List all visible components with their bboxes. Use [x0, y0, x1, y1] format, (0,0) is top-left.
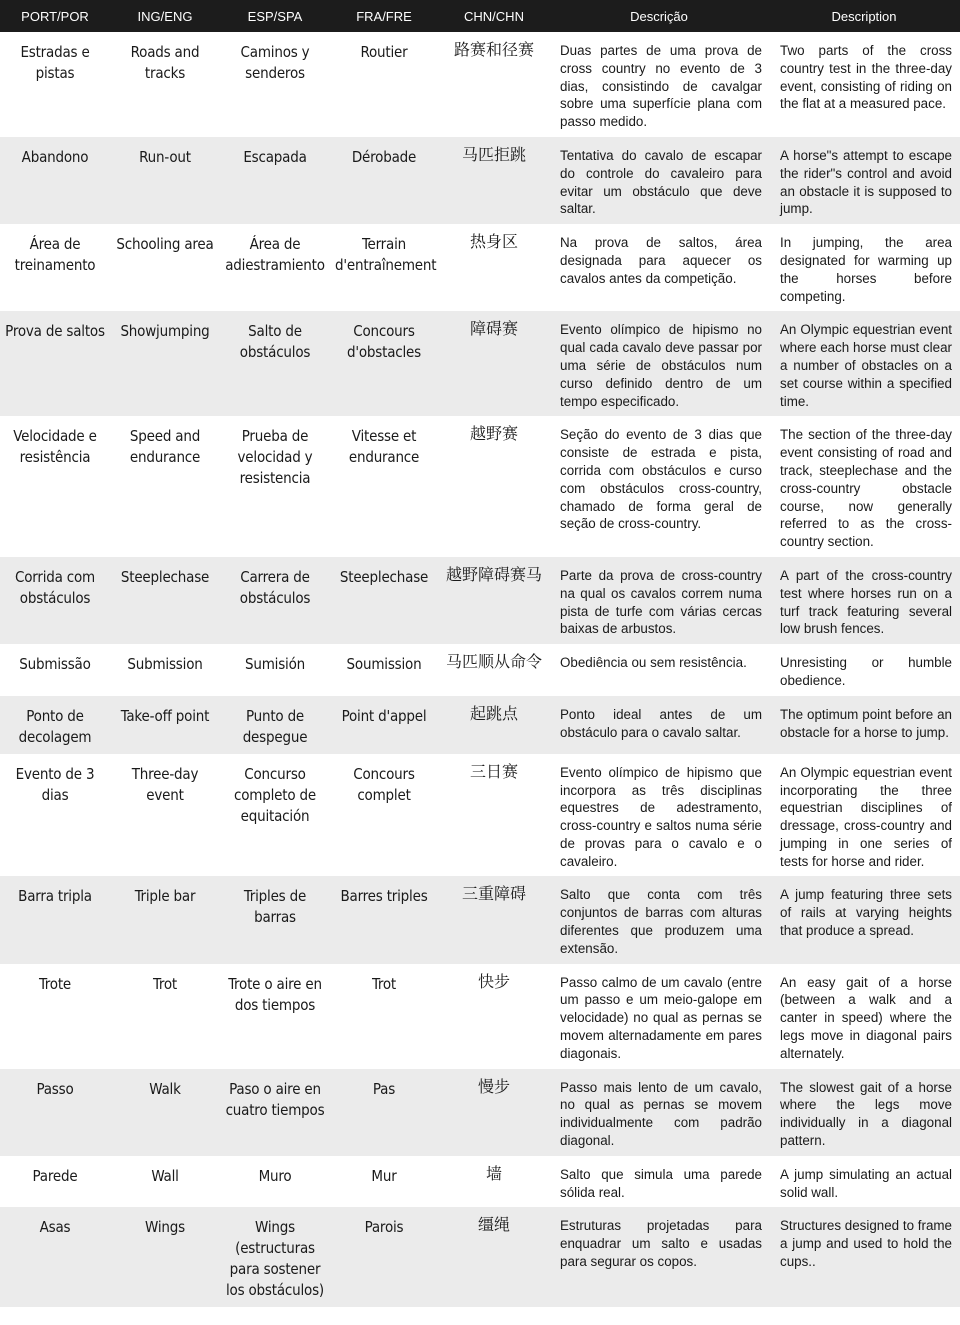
term-spa: Trote o aire en dos tiempos — [228, 974, 322, 1014]
term-eng: Steeplechase — [110, 557, 220, 644]
term-fra: Vitesse et endurance — [348, 427, 420, 467]
term-eng: Wings — [110, 1207, 220, 1307]
term-chn: 越野赛 — [469, 424, 518, 444]
term-chn: 缰绳 — [438, 1207, 550, 1307]
term-chn: 障碍赛 — [438, 311, 550, 416]
term-eng: Take-off point — [110, 696, 220, 754]
description-en: A part of the cross-country test where horses run on a turf track featuring several low brush fences. — [768, 557, 960, 644]
term-por: Corrida com obstáculos — [0, 557, 110, 644]
table-row — [0, 696, 960, 754]
table-row — [0, 1207, 960, 1307]
header-row — [0, 0, 960, 32]
description-pt: Na prova de saltos, área designada para aquecer os cavalos antes da competição. — [560, 235, 762, 286]
table-row — [0, 644, 960, 696]
description-pt: Passo mais lento de um cavalo, no qual as pernas se movem individualmente com padrão diagonal. — [550, 1069, 768, 1156]
header-description: Description — [768, 0, 960, 32]
term-por: Prova de saltos — [0, 311, 110, 416]
description-pt: Parte da prova de cross-country na qual os cavalos correm numa pista de turfe com várias cercas baixas de arbustos. — [550, 557, 768, 644]
description-pt: Obediência ou sem resistência. — [560, 655, 747, 671]
header-fra: FRA/FRE — [330, 0, 438, 32]
description-en: Two parts of the cross country test in the three-day event, consisting of riding on the flat at a measured pace. — [780, 43, 952, 112]
term-por: Estradas e pistas — [20, 43, 90, 82]
term-spa: Salto de obstáculos — [220, 311, 330, 416]
table-row — [0, 416, 960, 557]
term-por: Evento de 3 dias — [15, 764, 95, 804]
term-spa: Escapada — [220, 137, 330, 224]
term-eng: Wall — [151, 1166, 179, 1185]
term-fra: Point d'appel — [330, 696, 438, 754]
table-row — [0, 557, 960, 644]
term-fra: Terrain d'entraînement — [335, 235, 437, 275]
term-por: Submissão — [19, 655, 91, 674]
term-chn: 慢步 — [438, 1069, 550, 1156]
header-chn: CHN/CHN — [438, 0, 550, 32]
table-row — [0, 224, 960, 311]
term-por: Ponto de decolagem — [0, 696, 110, 754]
description-en: Structures designed to frame a jump and used to hold the cups.. — [768, 1207, 960, 1307]
description-en: The slowest gait of a horse where the legs move individually in a diagonal pattern. — [768, 1069, 960, 1156]
term-por: Passo — [0, 1069, 110, 1156]
term-chn: 起跳点 — [438, 696, 550, 754]
term-chn: 墙 — [485, 1163, 502, 1183]
table-header — [0, 0, 960, 32]
term-chn: 三重障碍 — [438, 876, 550, 963]
table-row — [0, 311, 960, 416]
term-eng: Three-day event — [131, 764, 199, 804]
term-por: Abandono — [0, 137, 110, 224]
term-fra: Routier — [360, 43, 408, 61]
term-fra: Mur — [371, 1166, 397, 1185]
description-pt: Tentativa do cavalo de escapar do controle do cavaleiro para evitar um obstáculo que deve saltar. — [550, 137, 768, 224]
term-eng: Run-out — [110, 137, 220, 224]
term-eng: Roads and tracks — [130, 43, 200, 82]
term-fra: Concours complet — [353, 764, 415, 804]
term-fra: Soumission — [346, 655, 422, 674]
header-spa: ESP/SPA — [220, 0, 330, 32]
term-spa: Carrera de obstáculos — [220, 557, 330, 644]
term-chn: 热身区 — [469, 232, 518, 252]
term-eng: Speed and endurance — [129, 427, 201, 467]
description-en: An easy gait of a horse (between a walk and a canter in speed) where the legs move in diagonal pairs alternately. — [780, 974, 952, 1061]
description-en: An Olympic equestrian event incorporating the three equestrian disciplines of dressage, cross-country and jumping in one series of tests for horse and rider. — [780, 764, 952, 869]
term-fra: Steeplechase — [330, 557, 438, 644]
header-descricao: Descrição — [550, 0, 768, 32]
term-spa: Wings (estructuras para sostener los obstáculos) — [220, 1207, 330, 1307]
header-eng: ING/ENG — [110, 0, 220, 32]
term-por: Asas — [0, 1207, 110, 1307]
term-por: Parede — [32, 1166, 78, 1185]
term-spa: Área de adiestramiento — [225, 235, 325, 275]
description-en: Unresisting or humble obedience. — [780, 655, 952, 688]
term-fra: Barres triples — [330, 876, 438, 963]
term-chn: 路赛和径赛 — [453, 40, 534, 59]
table-row — [0, 137, 960, 224]
table-row — [0, 1069, 960, 1156]
description-en: The section of the three-day event consisting of road and track, steeplechase and the cross-country obstacle course, now generally referred to as the cross-country section. — [780, 427, 952, 550]
table-row — [0, 32, 960, 137]
description-pt: Estruturas projetadas para enquadrar um salto e usadas para segurar os copos. — [550, 1207, 768, 1307]
description-en: The optimum point before an obstacle for a horse to jump. — [768, 696, 960, 754]
term-spa: Paso o aire en cuatro tiempos — [220, 1069, 330, 1156]
description-en: A jump simulating an actual solid wall. — [780, 1166, 952, 1200]
description-pt: Passo calmo de um cavalo (entre um passo e um meio-galope em velocidade) no qual as pernas se movem alternadamente em pares diagonais. — [560, 974, 762, 1061]
term-eng: Trot — [153, 974, 177, 993]
term-fra: Concours d'obstacles — [330, 311, 438, 416]
term-eng: Walk — [110, 1069, 220, 1156]
term-eng: Submission — [127, 655, 203, 674]
term-eng: Triple bar — [110, 876, 220, 963]
term-chn: 马匹顺从命令 — [445, 652, 542, 672]
table-row — [0, 1156, 960, 1208]
table-row — [0, 754, 960, 877]
term-spa: Muro — [258, 1166, 292, 1185]
term-spa: Concurso completo de equitación — [234, 764, 316, 825]
table-row — [0, 876, 960, 963]
description-en: An Olympic equestrian event where each horse must clear a number of obstacles on a set course within a specified time. — [768, 311, 960, 416]
description-en: A horse"s attempt to escape the rider"s control and avoid an obstacle it is supposed to jump. — [768, 137, 960, 224]
term-fra: Trot — [372, 974, 396, 993]
term-por: Trote — [38, 974, 72, 993]
description-pt: Salto que conta com três conjuntos de barras com alturas diferentes que produzem uma extensão. — [550, 876, 768, 963]
term-por: Velocidade e resistência — [13, 427, 97, 467]
term-chn: 三日赛 — [469, 761, 518, 781]
term-spa: Triples de barras — [220, 876, 330, 963]
term-chn: 马匹拒跳 — [438, 137, 550, 224]
term-chn: 快步 — [477, 971, 510, 991]
term-spa: Caminos y senderos — [240, 43, 310, 82]
term-eng: Schooling area — [116, 235, 214, 254]
description-pt: Evento olímpico de hipismo no qual cada cavalo deve passar por uma série de obstáculos num curso definido dentro de um tempo especificado. — [550, 311, 768, 416]
term-spa: Sumisión — [244, 655, 305, 674]
description-pt: Salto que simula uma parede sólida real. — [560, 1166, 762, 1200]
description-pt: Evento olímpico de hipismo que incorpora as três disciplinas equestres de adestramento, cross-country e saltos numa série de provas para o cavalo e o cavaleiro. — [560, 764, 762, 869]
description-pt: Ponto ideal antes de um obstáculo para o cavalo saltar. — [550, 696, 768, 754]
header-por: PORT/POR — [0, 0, 110, 32]
table-body — [0, 32, 960, 1307]
term-fra: Parois — [330, 1207, 438, 1307]
description-pt: Seção do evento de 3 dias que consiste de estrada e pista, corrida com obstáculos e curso com obstáculos cross-country, chamado de forma geral de seção de cross-country. — [560, 427, 762, 532]
term-eng: Showjumping — [110, 311, 220, 416]
term-fra: Dérobade — [330, 137, 438, 224]
table-row — [0, 964, 960, 1069]
term-por: Barra tripla — [0, 876, 110, 963]
description-en: In jumping, the area designated for warming up the horses before competing. — [780, 235, 952, 304]
term-spa: Prueba de velocidad y resistencia — [237, 427, 313, 488]
term-spa: Punto de despegue — [220, 696, 330, 754]
term-chn: 越野障碍赛马 — [438, 557, 550, 644]
term-fra: Pas — [330, 1069, 438, 1156]
description-pt: Duas partes de uma prova de cross country no evento de 3 dias, consistindo de cavalgar sobre uma superfície plana com passo medido. — [560, 43, 762, 130]
description-en: A jump featuring three sets of rails at varying heights that produce a spread. — [768, 876, 960, 963]
term-por: Área de treinamento — [14, 235, 96, 275]
